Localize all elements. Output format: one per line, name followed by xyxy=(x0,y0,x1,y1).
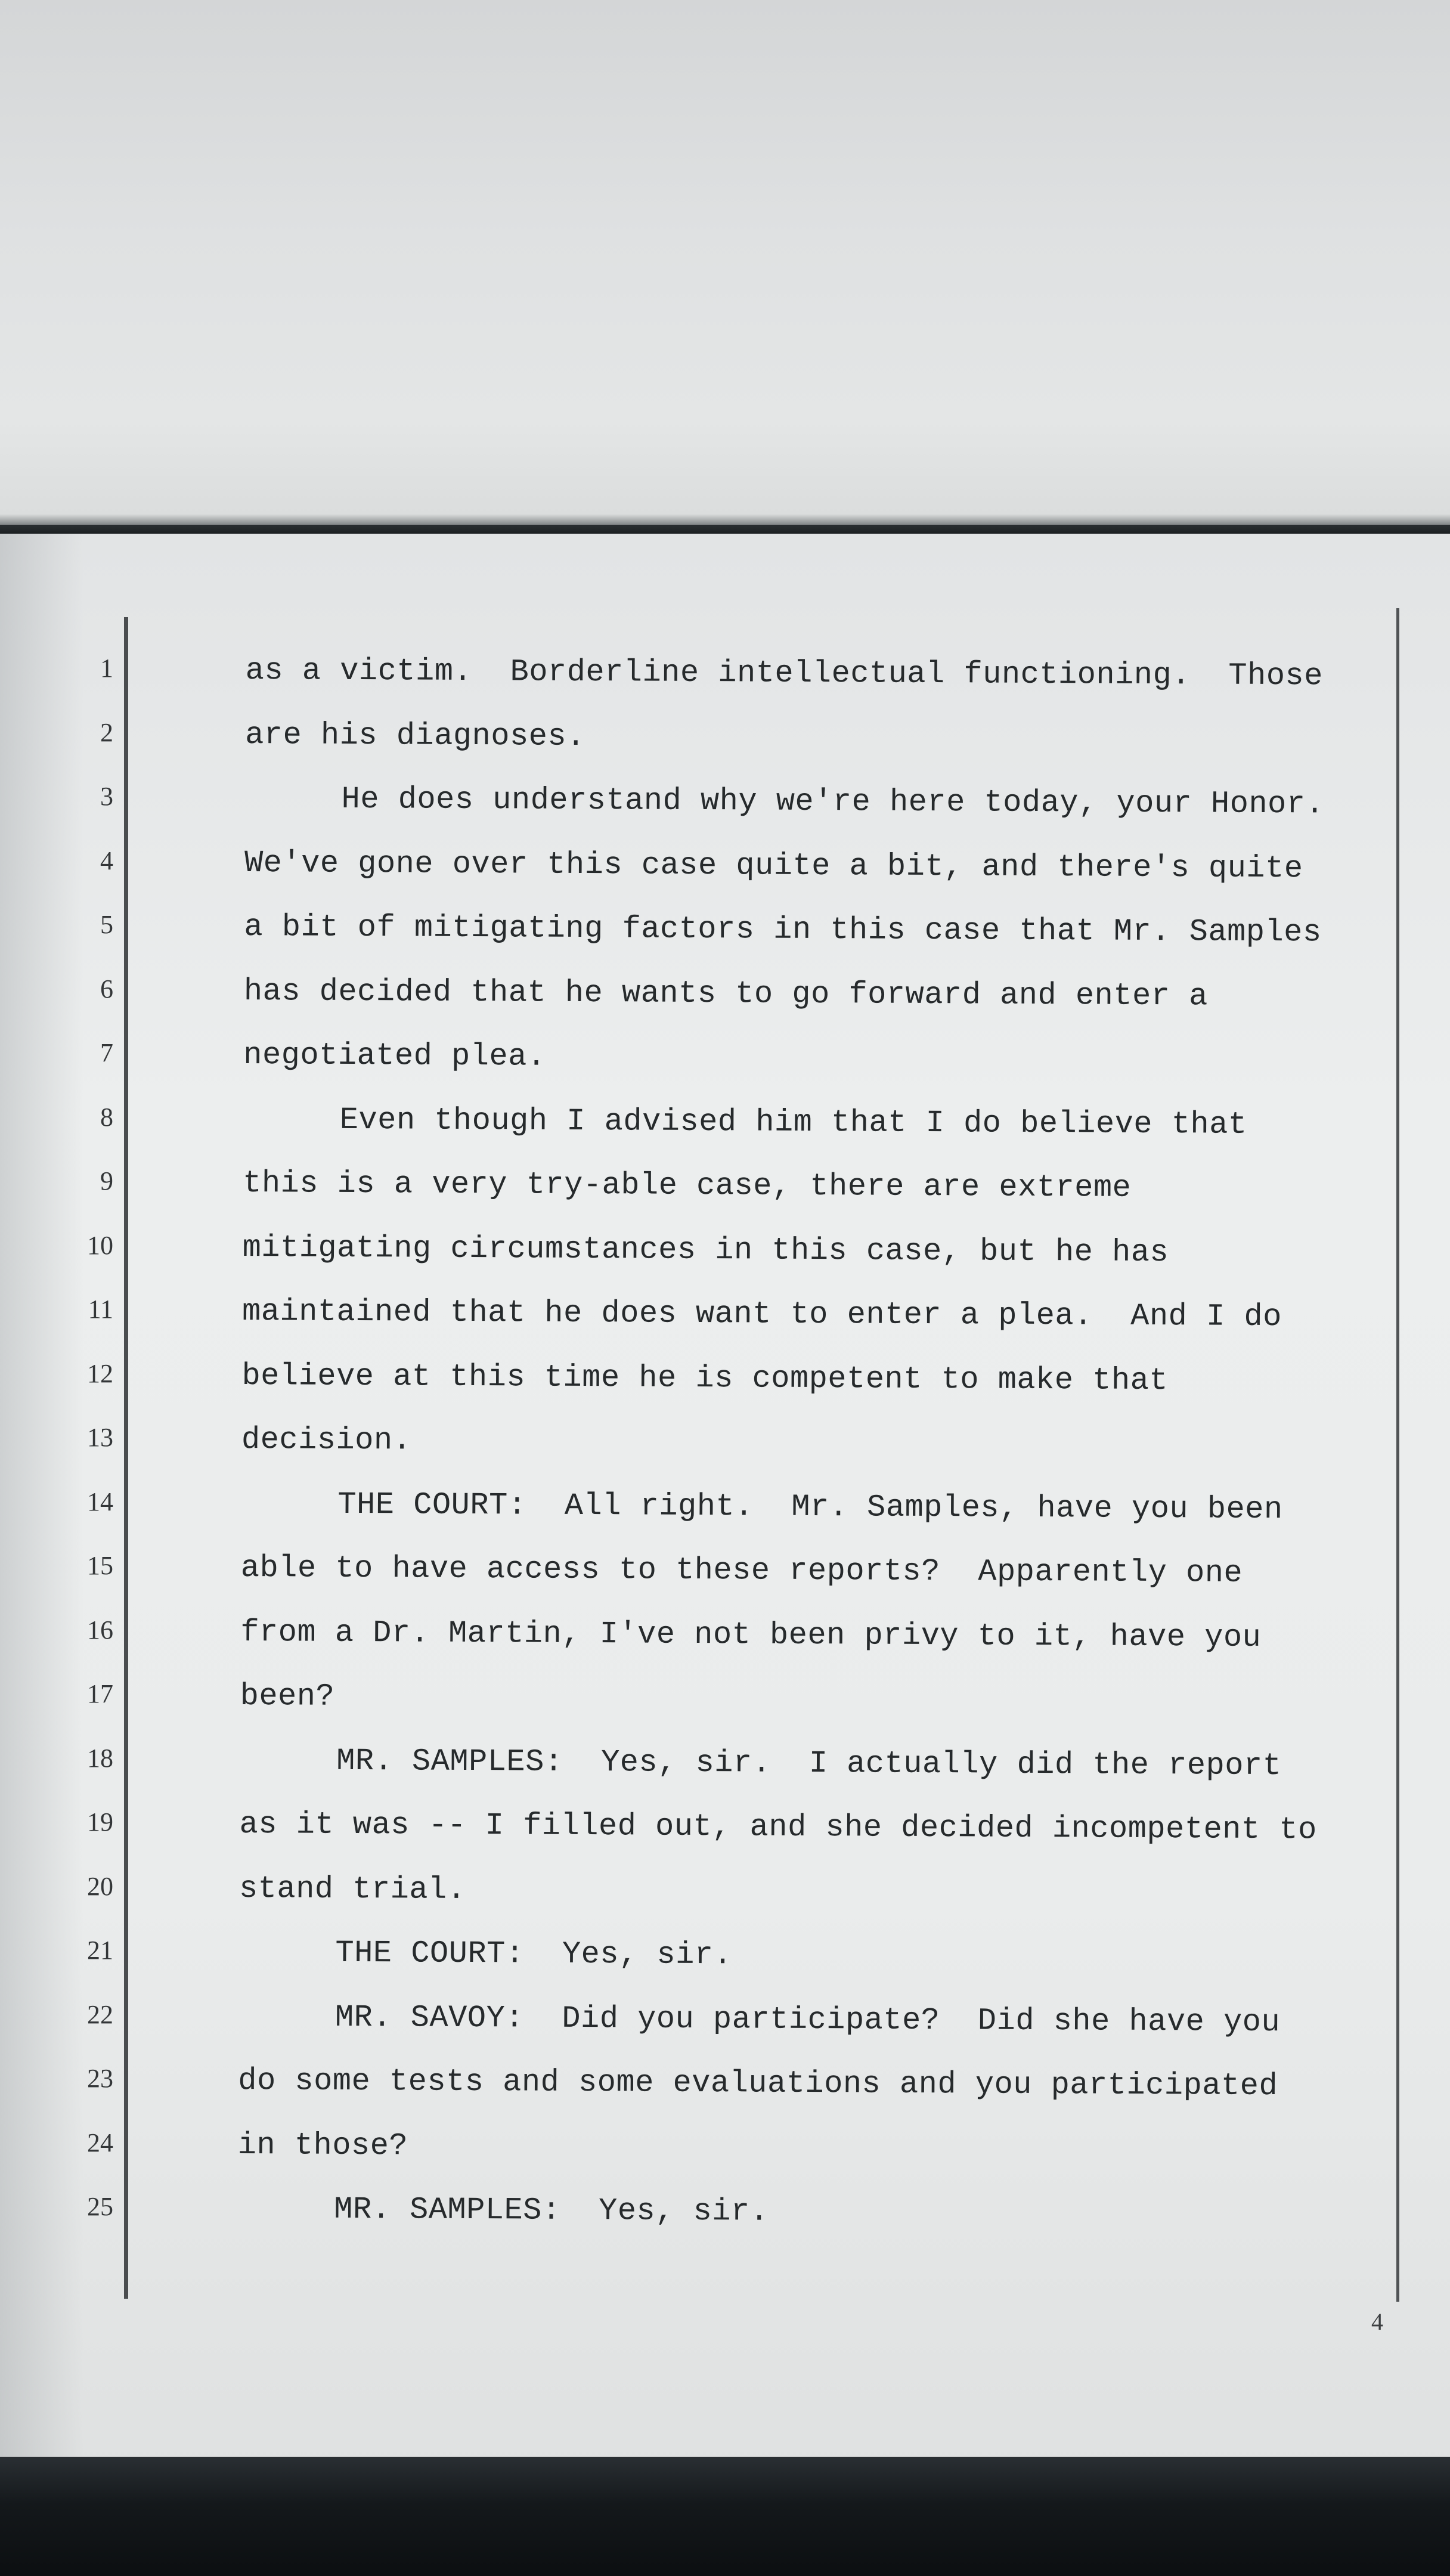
line-number: 22 xyxy=(87,1999,113,2029)
line-number: 2 xyxy=(100,717,113,747)
line-number: 4 xyxy=(100,846,113,875)
line-number: 25 xyxy=(87,2192,113,2221)
transcript-body xyxy=(237,639,1378,2247)
transcript-line: this is a very try-able case, there are extreme xyxy=(243,1165,1132,1206)
right-margin-rule xyxy=(1396,608,1399,2302)
transcript-line: We've gone over this case quite a bit, and there's quite xyxy=(244,845,1303,886)
speaker-line: THE COURT: All right. Mr. Samples, have you been xyxy=(337,1487,1283,1527)
speaker-line: THE COURT: Yes, sir. xyxy=(335,1935,733,1973)
line-number: 13 xyxy=(87,1423,113,1452)
line-number: 8 xyxy=(100,1102,113,1132)
transcript-line: He does understand why we're here today, your Honor. xyxy=(341,781,1325,822)
transcript-line: are his diagnoses. xyxy=(245,717,586,754)
transcript-line: a bit of mitigating factors in this case that Mr. Samples xyxy=(244,909,1322,950)
speaker-line: MR. SAVOY: Did you participate? Did she have you xyxy=(334,1999,1281,2040)
desk-background xyxy=(0,2457,1450,2576)
transcript-line: as it was -- I filled out, and she decided incompetent to xyxy=(239,1806,1317,1848)
transcript-line: able to have access to these reports? Apparently one xyxy=(240,1550,1243,1591)
transcript-line: from a Dr. Martin, I've not been privy to it, have you xyxy=(240,1614,1262,1655)
line-number-column xyxy=(48,653,113,2256)
line-number: 10 xyxy=(87,1230,113,1260)
transcript-line: stand trial. xyxy=(238,1871,466,1908)
line-number: 19 xyxy=(87,1807,113,1837)
line-number: 9 xyxy=(100,1166,113,1196)
transcript-line: in those? xyxy=(237,2127,408,2163)
line-number: 11 xyxy=(88,1295,113,1324)
transcript-page xyxy=(0,534,1450,2475)
line-number: 20 xyxy=(87,1871,113,1901)
left-margin-rule xyxy=(124,617,128,2299)
line-number: 24 xyxy=(87,2128,113,2157)
line-number: 16 xyxy=(87,1615,113,1645)
transcript-line: Even though I advised him that I do believe that xyxy=(339,1102,1247,1143)
line-number: 6 xyxy=(100,974,113,1004)
transcript-line: believe at this time he is competent to make that xyxy=(241,1358,1169,1398)
line-number: 1 xyxy=(100,654,113,683)
line-number: 12 xyxy=(87,1358,113,1388)
line-number: 14 xyxy=(87,1487,113,1516)
line-number: 5 xyxy=(100,910,113,939)
line-number: 3 xyxy=(100,782,113,811)
line-number: 17 xyxy=(87,1679,113,1708)
line-number: 23 xyxy=(87,2064,113,2093)
transcript-line: as a victim. Borderline intellectual functioning. Those xyxy=(245,652,1324,694)
speaker-line: MR. SAMPLES: Yes, sir. xyxy=(334,2191,769,2230)
transcript-line: been? xyxy=(240,1678,335,1714)
transcript-line: decision. xyxy=(241,1422,412,1459)
transcript-line: do some tests and some evaluations and you participated xyxy=(238,2063,1278,2104)
line-number: 15 xyxy=(87,1551,113,1580)
page-number: 4 xyxy=(1371,2308,1383,2335)
transcript-line: mitigating circumstances in this case, but he has xyxy=(242,1230,1169,1270)
transcript-line: negotiated plea. xyxy=(243,1037,546,1075)
line-number: 18 xyxy=(87,1743,113,1773)
line-number: 21 xyxy=(87,1936,113,1965)
previous-page-overlap xyxy=(0,0,1450,525)
transcript-line: has decided that he wants to go forward and enter a xyxy=(243,973,1209,1014)
transcript-line: maintained that he does want to enter a plea. And I do xyxy=(241,1293,1282,1335)
line-number: 7 xyxy=(100,1038,113,1067)
speaker-line: MR. SAMPLES: Yes, sir. I actually did the report xyxy=(336,1743,1282,1784)
